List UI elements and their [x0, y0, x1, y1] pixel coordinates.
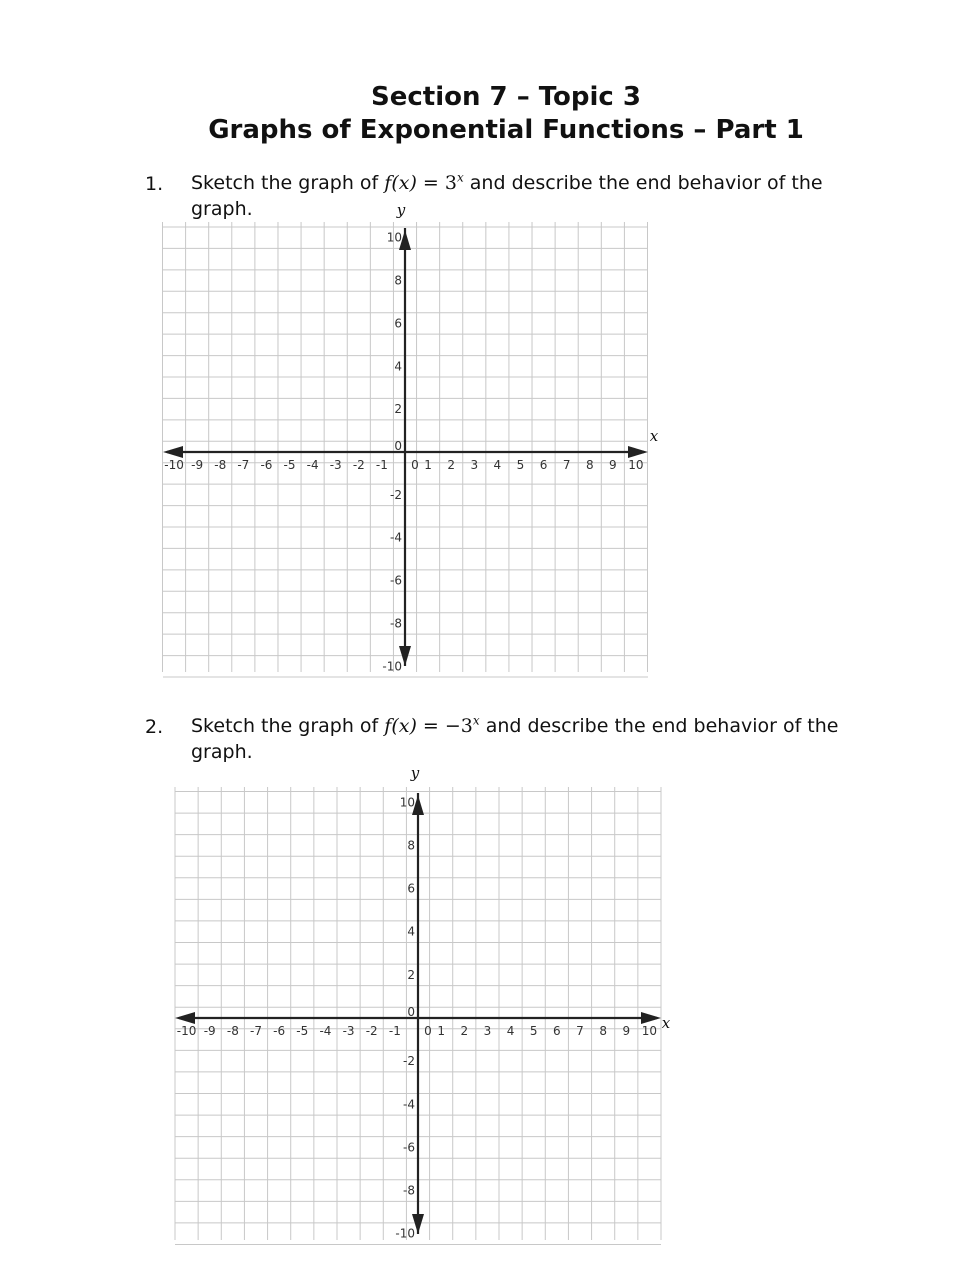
x-tick-label: 2: [460, 1024, 469, 1038]
x-axis-right-arrow: [641, 1012, 661, 1024]
x-tick-label: 5: [529, 1024, 538, 1038]
x-tick-label: 7: [562, 458, 571, 472]
y-tick-label: -8: [390, 616, 402, 631]
y-tick-label: 6: [407, 881, 415, 896]
y-tick-label: 8: [407, 838, 415, 853]
problem-2-number: 2.: [145, 716, 164, 738]
y-tick-label: -6: [390, 573, 402, 588]
problem-2-suffix: and describe the end behavior of the: [479, 715, 839, 737]
y-tick-label: -4: [390, 530, 402, 545]
problem-1-prefix: Sketch the graph of: [191, 172, 385, 194]
x-tick-label: -1: [388, 1024, 401, 1038]
y-tick-label: 6: [394, 316, 402, 331]
y-tick-label: 2: [394, 402, 402, 417]
y-axis-label: y: [410, 764, 420, 782]
x-tick-label: 9: [622, 1024, 631, 1038]
problem-1-function: f(x): [384, 172, 417, 194]
x-tick-label: 9: [609, 458, 617, 472]
x-tick-label: 1: [437, 1024, 445, 1038]
y-tick-label: 2: [407, 967, 415, 982]
y-tick-label: -2: [390, 487, 402, 502]
x-tick-label: -7: [250, 1024, 262, 1038]
problem-2-base: −3: [444, 715, 473, 737]
x-tick-label: -3: [329, 458, 342, 472]
problem-1-base: 3: [444, 172, 457, 194]
x-tick-label: 2: [447, 458, 456, 472]
y-tick-label: -8: [403, 1183, 415, 1198]
y-tick-label: 10: [399, 795, 415, 810]
x-tick-label: -8: [214, 458, 227, 472]
problem-2-function: f(x): [384, 715, 417, 737]
x-tick-label: 3: [483, 1024, 492, 1038]
problem-2-prefix: Sketch the graph of: [191, 715, 385, 737]
x-tick-label: 3: [470, 458, 479, 472]
x-tick-label: -9: [191, 458, 204, 472]
y-tick-label: 0: [407, 1005, 415, 1019]
y-tick-label: -10: [395, 1226, 415, 1241]
page-subtitle: Graphs of Exponential Functions – Part 1: [208, 115, 804, 145]
x-tick-label: 6: [539, 458, 548, 472]
x-tick-label: -6: [260, 458, 273, 472]
x-tick-label: -10: [164, 458, 184, 472]
x-tick-label: -7: [237, 458, 250, 472]
x-tick-label: -1: [375, 458, 388, 472]
x-axis-label: x: [661, 1014, 671, 1032]
y-tick-label: 8: [394, 273, 402, 288]
x-tick-label: 8: [585, 458, 594, 472]
x-tick-label: -10: [176, 1024, 197, 1038]
problem-2-line2: graph.: [191, 741, 253, 763]
y-tick-label: -6: [403, 1140, 415, 1155]
x-axis-left-arrow: [175, 1012, 195, 1024]
x-tick-label: 0: [411, 458, 419, 472]
problem-1-number: 1.: [145, 173, 164, 195]
problem-1-equals: =: [416, 172, 445, 194]
problem-1-suffix: and describe the end behavior of the: [463, 172, 823, 194]
problem-1-exponent: x: [456, 170, 464, 185]
y-tick-label: -4: [403, 1097, 415, 1112]
y-tick-label: -2: [403, 1054, 415, 1069]
y-axis-label: y: [396, 201, 406, 219]
x-tick-label: -2: [365, 1024, 378, 1038]
x-tick-label: -5: [296, 1024, 309, 1038]
problem-1-line2: graph.: [191, 198, 253, 220]
x-tick-label: 8: [599, 1024, 607, 1038]
x-tick-label: 1: [424, 458, 432, 472]
x-tick-label: -4: [319, 1024, 332, 1038]
x-tick-label: -9: [203, 1024, 216, 1038]
x-tick-label: -2: [352, 458, 365, 472]
x-tick-label: 10: [641, 1024, 658, 1038]
x-tick-label: -4: [306, 458, 319, 472]
x-tick-label: 4: [493, 458, 502, 472]
y-tick-label: 4: [407, 924, 415, 939]
x-tick-label: 5: [516, 458, 525, 472]
y-tick-label: 10: [386, 230, 402, 245]
x-tick-label: 4: [506, 1024, 515, 1038]
problem-2-equals: =: [416, 715, 445, 737]
x-tick-label: -8: [226, 1024, 239, 1038]
y-tick-label: 0: [394, 439, 402, 453]
y-tick-label: 4: [394, 359, 402, 374]
x-tick-label: -6: [273, 1024, 286, 1038]
x-tick-label: 7: [576, 1024, 584, 1038]
x-tick-label: 6: [553, 1024, 561, 1038]
problem-2-exponent: x: [472, 713, 480, 728]
x-tick-label: 0: [424, 1024, 432, 1038]
page-title: Section 7 – Topic 3: [371, 82, 641, 112]
x-axis-label: x: [649, 427, 659, 445]
y-tick-label: -10: [382, 659, 402, 674]
x-tick-label: -3: [342, 1024, 355, 1038]
x-tick-label: 10: [628, 458, 644, 472]
x-tick-label: -5: [283, 458, 296, 472]
